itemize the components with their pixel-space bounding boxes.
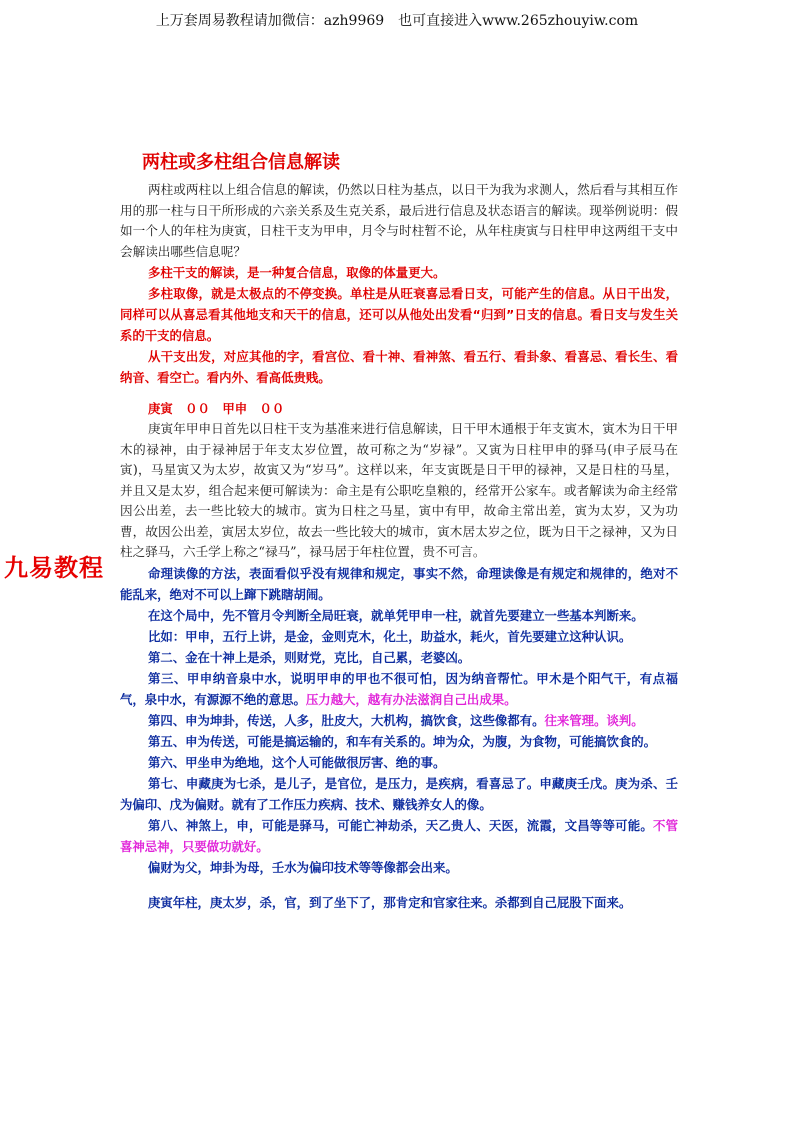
intro-paragraph: 两柱或两柱以上组合信息的解读，仍然以日柱为基点，以日干为我为求测人，然后看与其相互作用的那一柱与日干所形成的六亲关系及生克关系，最后进行信息及状态语言的解读。现举例说明：假如一个人的年柱为庚寅，日柱干支为甲申，月令与时柱暂不论，从年柱庚寅与日柱甲申这两组干支中会解读出哪些信息呢？ <box>120 182 678 259</box>
page-title: 两柱或多柱组合信息解读 <box>142 152 340 173</box>
red-paragraph-2: 多柱取像，就是太极点的不停变换。单柱是从旺衰喜忌看日支，可能产生的信息。从日干出发，同样可以从喜忌看其他地支和天干的信息，还可以从他处出发看“归到”日支的信息。看日支与发生关系的干支的信息。 <box>120 286 678 343</box>
red-paragraph-3: 从干支出发，对应其他的字，看宫位、看十神、看神煞、看五行、看卦象、看喜忌、看长生、看纳音、看空亡。看内外、看高低贵贱。 <box>120 349 678 385</box>
blue-paragraph-5 <box>120 668 678 710</box>
red-paragraph-1: 多柱干支的解读，是一种复合信息，取像的体量更大。 <box>148 265 446 280</box>
page-header-banner: 上万套周易教程请加微信：azh9969 也可直接进入www.265zhouyiw.com <box>155 13 639 29</box>
blue-paragraph-10 <box>120 815 678 857</box>
blue-paragraph-11 <box>120 857 678 878</box>
side-watermark-logo: 九易教程 <box>4 554 104 582</box>
blue-paragraph-3-text: 比如：甲申，五行上讲，是金，金则克木，化土，助益水，耗火，首先要建立这种认识。 <box>148 628 632 644</box>
blue-paragraph-5-highlight: 压力越大，越有办法滋润自己出成果。 <box>305 691 517 707</box>
blue-paragraph-7-text: 第五、申为传送，可能是搞运输的，和车有关系的。坤为众，为腹，为食物，可能搞饮食的。 <box>148 733 657 749</box>
blue-paragraph-4-text: 第二、金在十神上是杀，则财党，克比，自己累，老婆凶。 <box>148 649 471 665</box>
blue-paragraph-9 <box>120 773 678 815</box>
blue-paragraph-10-text: 第八、神煞上，申，可能是驿马，可能亡神劫杀，天乙贵人、天医，流霞，文昌等等可能。 <box>148 817 653 833</box>
blue-paragraph-5-text: 第三、甲申纳音泉中水，说明甲申的甲也不很可怕，因为纳音帮忙。甲木是个阳气干，有点福气，泉中水，有源源不绝的意思。 <box>120 670 678 707</box>
blue-paragraph-9-text: 第七、申藏庚为七杀，是儿子，是官位，是压力，是疾病，看喜忌了。申藏庚壬戊。庚为杀、壬为偏印、戊为偏财。就有了工作压力疾病、技术、赚钱养女人的像。 <box>120 775 678 812</box>
example-paragraph: 庚寅年甲申日首先以日柱干支为基准来进行信息解读，日干甲木通根于年支寅木，寅木为日干甲木的禄神，由于禄神居于年支太岁位置，故可称之为“岁禄”。又寅为日柱甲申的驿马(申子辰马在寅)，马星寅又为太岁，故寅又为“岁马”。这样以来，年支寅既是日干甲的禄神，又是日柱的马星，并且又是太岁，组合起来便可解读为：命主是有公职吃皇粮的，经常开公家车。或者解读为命主经常因公出差，去一些比较大的城市。寅为日柱之马星，寅中有甲，故命主常出差，寅为太岁，又为功曹，故因公出差，寅居太岁位，故去一些比较大的城市，寅木居太岁之位，既为日干之禄神，又为日柱之驿马，六壬学上称之“禄马”，禄马居于年柱位置，贵不可言。 <box>120 421 678 559</box>
blue-paragraph-2-text: 在这个局中，先不管月令判断全局旺衰，就单凭甲申一柱，就首先要建立一些基本判断来。 <box>148 607 644 623</box>
article-body <box>120 180 678 913</box>
blue-paragraph-2 <box>120 605 678 626</box>
blue-paragraph-6 <box>120 710 678 731</box>
blue-paragraph-4 <box>120 647 678 668</box>
blue-paragraph-1-text: 命理读像的方法，表面看似乎没有规律和规定，事实不然，命理读像是有规定和规律的，绝对不能乱来，绝对不可以上蹿下跳瞎胡闹。 <box>120 565 678 602</box>
blue-paragraph-6-text: 第四、申为坤卦，传送，人多，肚皮大，大机构，搞饮食，这些像都有。 <box>148 712 545 728</box>
blue-paragraph-1 <box>120 563 678 605</box>
example-heading: 庚寅 ００ 甲申 ００ <box>148 401 285 416</box>
blue-paragraph-11-text: 偏财为父，坤卦为母，壬水为偏印技术等等像都会出来。 <box>148 859 458 875</box>
blue-paragraph-10-highlight: 不管喜神忌神，只要做功就好。 <box>120 817 678 854</box>
blue-paragraph-8-text: 第六、甲坐申为绝地，这个人可能做很厉害、绝的事。 <box>148 754 446 770</box>
blue-paragraph-3 <box>120 626 678 647</box>
blue-paragraph-8 <box>120 752 678 773</box>
closing-paragraph: 庚寅年柱，庚太岁，杀，官，到了坐下了，那肯定和官家往来。杀都到自己屁股下面来。 <box>148 894 632 910</box>
blue-paragraph-7 <box>120 731 678 752</box>
blue-paragraph-6-highlight: 往来管理。谈判。 <box>544 712 644 728</box>
